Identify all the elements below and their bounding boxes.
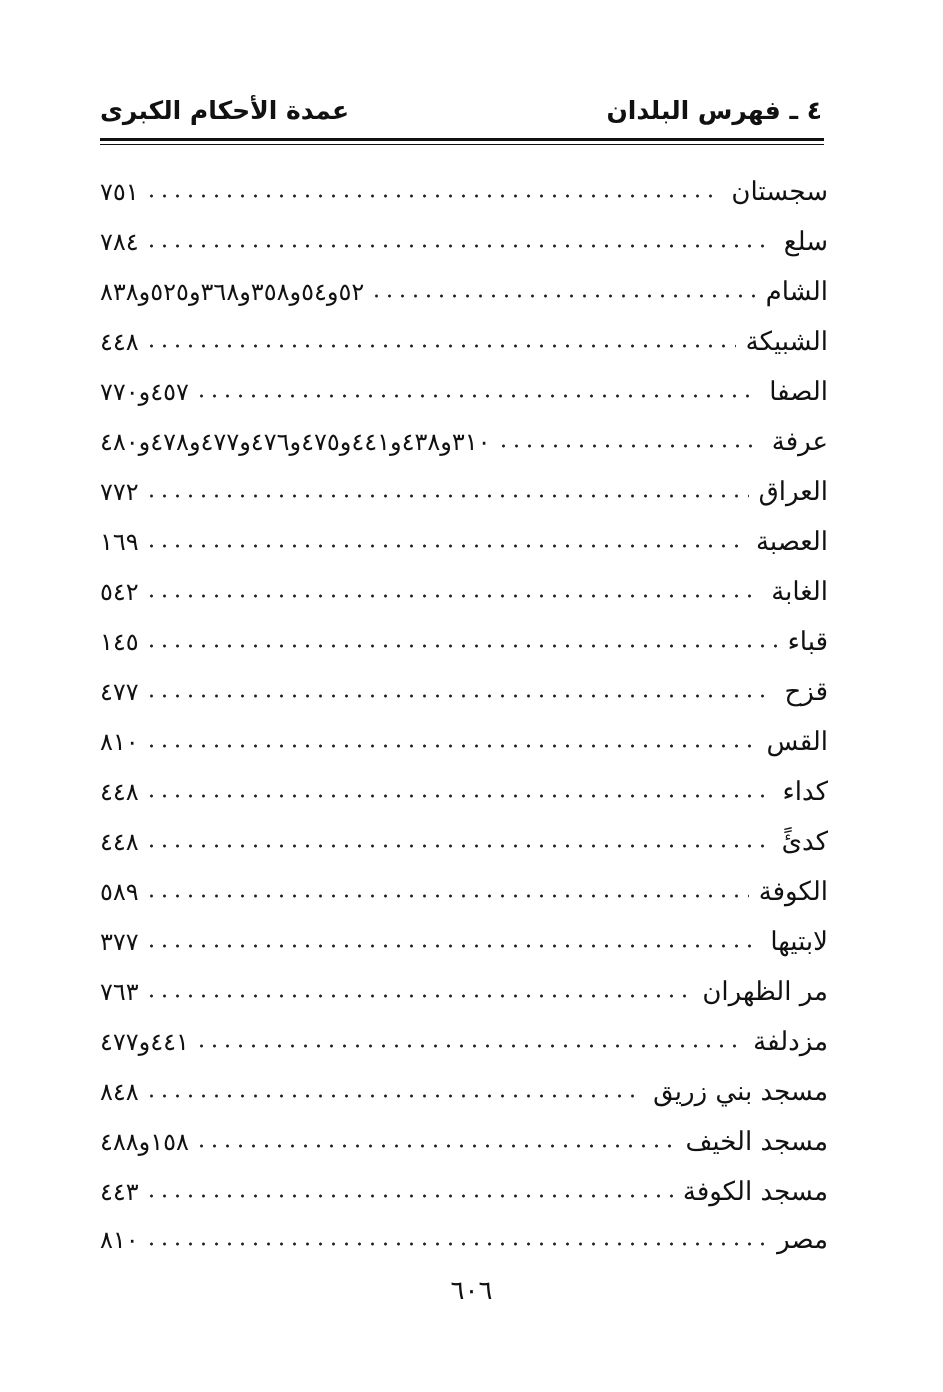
index-entry bbox=[100, 968, 828, 1012]
index-entry bbox=[100, 268, 828, 312]
index-pages: ٤٤٨ bbox=[100, 328, 139, 356]
index-entry bbox=[100, 768, 828, 812]
dot-leader bbox=[370, 290, 755, 302]
index-term: العراق bbox=[758, 477, 828, 507]
index-pages: ٧٧٢ bbox=[100, 478, 139, 506]
index-pages: ٤٤٨ bbox=[100, 828, 139, 856]
index-pages: ٨٤٨ bbox=[100, 1078, 139, 1106]
index-entry bbox=[100, 1216, 828, 1260]
index-term: مسجد الكوفة bbox=[682, 1177, 828, 1207]
index-term: الشام bbox=[765, 277, 828, 307]
index-pages: ٤٤٨ bbox=[100, 778, 139, 806]
index-entry bbox=[100, 668, 828, 712]
index-pages: ٧٦٣ bbox=[100, 978, 139, 1006]
index-pages: ٤٤٣ bbox=[100, 1178, 139, 1206]
page-number: ٦٠٦ bbox=[450, 1276, 493, 1306]
index-pages: ٣٧٧ bbox=[100, 928, 139, 956]
index-pages: ٥٢و٥٤و٣٥٨و٣٦٨و٥٢٥و٨٣٨ bbox=[100, 278, 365, 306]
index-pages: ١٦٩ bbox=[100, 528, 139, 556]
index-entry bbox=[100, 918, 828, 962]
index-term: عرفة bbox=[771, 427, 828, 457]
dot-leader bbox=[195, 390, 759, 402]
dot-leader bbox=[145, 340, 736, 352]
index-term: سجستان bbox=[731, 177, 828, 207]
index-pages: ٧٥١ bbox=[100, 178, 139, 206]
dot-leader bbox=[497, 440, 762, 452]
index-pages: ٤٥٧و٧٧٠ bbox=[100, 378, 189, 406]
index-entry bbox=[100, 1118, 828, 1162]
index-entry bbox=[100, 718, 828, 762]
index-entry bbox=[100, 1168, 828, 1212]
index-term: مزدلفة bbox=[753, 1027, 828, 1057]
index-term: العصبة bbox=[755, 527, 828, 557]
dot-leader bbox=[145, 790, 773, 802]
index-pages: ٨١٠ bbox=[100, 728, 139, 756]
index-term: الغابة bbox=[771, 577, 828, 607]
index-term: سلع bbox=[783, 227, 828, 257]
index-term: قباء bbox=[787, 627, 828, 657]
index-entry bbox=[100, 168, 828, 212]
dot-leader bbox=[145, 840, 772, 852]
dot-leader bbox=[145, 940, 761, 952]
dot-leader bbox=[145, 990, 693, 1002]
dot-leader bbox=[145, 540, 746, 552]
dot-leader bbox=[145, 590, 762, 602]
index-pages: ٣١٠و٤٣٨و٤٤١و٤٧٥و٤٧٦و٤٧٧و٤٧٨و٤٨٠ bbox=[100, 428, 491, 456]
index-pages: ١٥٨و٤٨٨ bbox=[100, 1128, 189, 1156]
index-entry bbox=[100, 818, 828, 862]
book-title: عمدة الأحكام الكبرى bbox=[100, 96, 350, 125]
index-entry bbox=[100, 868, 828, 912]
dot-leader bbox=[145, 740, 757, 752]
index-entry bbox=[100, 368, 828, 412]
index-term: كدئً bbox=[781, 827, 828, 857]
dot-leader bbox=[145, 890, 749, 902]
dot-leader bbox=[145, 640, 778, 652]
index-term: مر الظهران bbox=[702, 977, 828, 1007]
index-term: مصر bbox=[777, 1225, 828, 1255]
index-term: مسجد الخيف bbox=[685, 1127, 828, 1157]
index-pages: ٥٤٢ bbox=[100, 578, 139, 606]
index-term: القس bbox=[766, 727, 828, 757]
index-entry bbox=[100, 1068, 828, 1112]
index-term: قزح bbox=[784, 677, 828, 707]
dot-leader bbox=[195, 1140, 676, 1152]
dot-leader bbox=[145, 1190, 673, 1202]
index-pages: ٤٧٧ bbox=[100, 678, 139, 706]
dot-leader bbox=[145, 1238, 768, 1250]
index-term: مسجد بني زريق bbox=[653, 1077, 828, 1107]
dot-leader bbox=[145, 1090, 643, 1102]
index-pages: ٤٤١و٤٧٧ bbox=[100, 1028, 189, 1056]
dot-leader bbox=[145, 190, 722, 202]
index-pages: ١٤٥ bbox=[100, 628, 139, 656]
index-entry bbox=[100, 618, 828, 662]
dot-leader bbox=[145, 690, 775, 702]
index-pages: ٥٨٩ bbox=[100, 878, 139, 906]
index-term: الصفا bbox=[769, 377, 828, 407]
dot-leader bbox=[145, 490, 749, 502]
index-entry bbox=[100, 418, 828, 462]
index-term: الكوفة bbox=[758, 877, 828, 907]
dot-leader bbox=[195, 1040, 743, 1052]
index-term: الشبيكة bbox=[745, 327, 828, 357]
index-entry bbox=[100, 218, 828, 262]
index-entry bbox=[100, 468, 828, 512]
index-entry bbox=[100, 1018, 828, 1062]
dot-leader bbox=[145, 240, 774, 252]
index-pages: ٧٨٤ bbox=[100, 228, 139, 256]
index-term: لابتيها bbox=[770, 927, 828, 957]
index-term: كداء bbox=[782, 777, 828, 807]
index-entry bbox=[100, 568, 828, 612]
index-entry bbox=[100, 318, 828, 362]
section-title: ٤ ـ فهرس البلدان bbox=[606, 96, 822, 125]
index-pages: ٨١٠ bbox=[100, 1226, 139, 1254]
index-entry bbox=[100, 518, 828, 562]
